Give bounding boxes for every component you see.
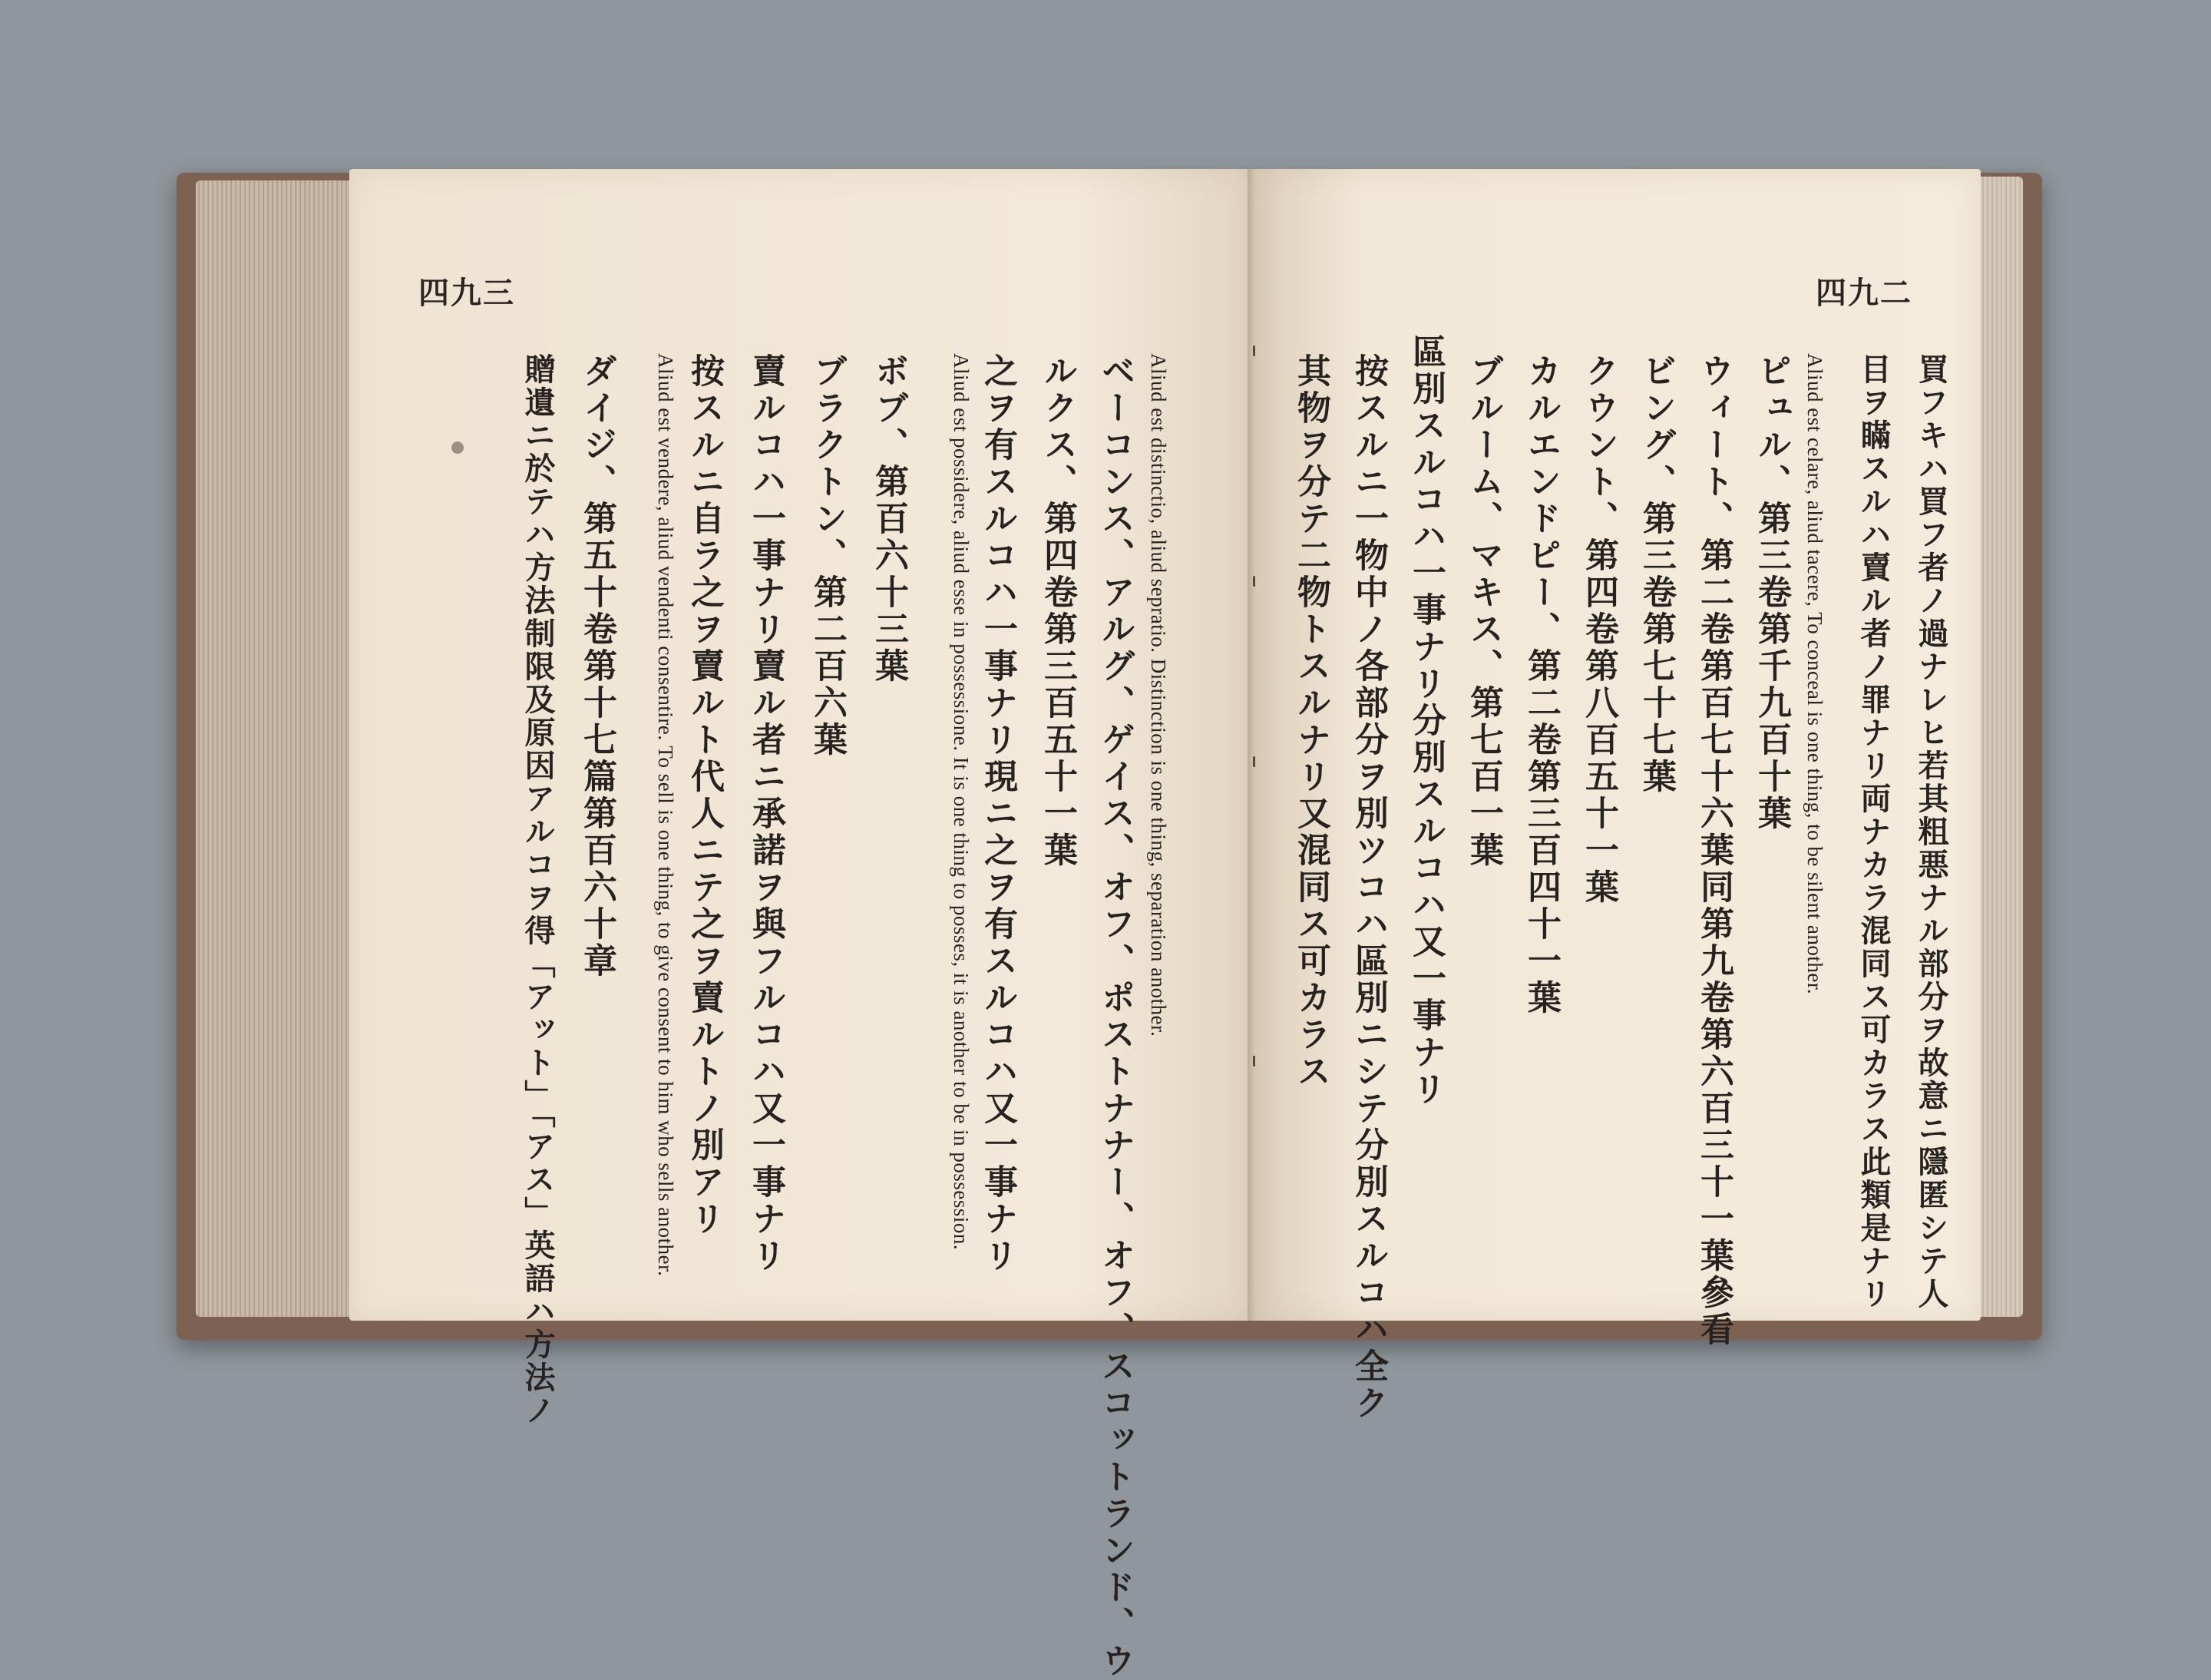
text-line: ピュル、第三卷第千九百十葉 [1752, 353, 1791, 832]
text-line: ボブ、第百六十三葉 [869, 353, 908, 685]
right-page [1255, 169, 1981, 1422]
text-line: ウィート、第二卷第百七十六葉同第九卷第六百三十一葉參看 [1694, 353, 1733, 1348]
text-line: Aliud est possidere, aliud esse in possessione. It is one thing to posses, it is another to be in possession. [950, 353, 973, 1251]
text-line: カルエンドピー、第二卷第三百四十一葉 [1522, 353, 1561, 1017]
text-line: Aliud est celare, aliud tacere, To conceal is one thing, to be silent another. [1803, 353, 1826, 995]
text-line: 區別スルコハ一事ナリ分別スルコハ又一事ナリ [1406, 334, 1446, 1108]
text-line: Aliud est distinctio, aliud sepratio. Distinction is one thing, separation another. [1147, 353, 1170, 1037]
text-line: 贈遺ニ於テハ方法制限及原因アルコヲ得「アット」「アス」英語ハ方法ノ [520, 353, 556, 1427]
text-line: ベーコンス、アルグ、ゲイス、オフ、ポストナナー、オフ、スコットランド、ウ [1096, 353, 1135, 1680]
left-page-edges [196, 180, 349, 1317]
page-number: 四九三 [418, 275, 515, 311]
text-line: 賣ルコハ一事ナリ賣ル者ニ承諾ヲ與フルコハ又一事ナリ [746, 353, 785, 1275]
text-line: クウント、第四卷第八百五十一葉 [1579, 353, 1618, 906]
text-line: 按スルニ一物中ノ各部分ヲ別ツコハ區別ニシテ分別スルコハ全ク [1349, 353, 1388, 1422]
text-line: 目ヲ瞞スルハ賣ル者ノ罪ナリ両ナカラ混同ス可カラス此類是ナリ [1856, 353, 1892, 1311]
text-line: ブルーム、マキス、第七百一葉 [1464, 353, 1503, 869]
text-line: 之ヲ有スルコハ一事ナリ現ニ之ヲ有スルコハ又一事ナリ [978, 353, 1017, 1275]
text-line: ダイジ、第五十卷第十七篇第百六十章 [577, 353, 616, 980]
text-line: 其物ヲ分テ二物トスルナリ又混同ス可カラス [1291, 353, 1330, 1090]
text-line: ルクス、第四卷第三百五十一葉 [1038, 353, 1077, 869]
text-line: ブラクトン、第二百六葉 [808, 353, 847, 759]
text-line: ビング、第三卷第七十七葉 [1637, 353, 1676, 795]
text-line: 按スルニ自ラ之ヲ賣ルト代人ニテ之ヲ賣ルトノ別アリ [685, 353, 724, 1238]
text-line: 買フキハ買フ者ノ過ナレヒ若其粗悪ナル部分ヲ故意ニ隱匿シテ人 [1913, 353, 1949, 1311]
page-spot [451, 441, 464, 454]
left-page [349, 169, 1255, 1680]
open-book [177, 157, 2042, 1680]
text-line: Aliud est vendere, aliud vendenti consentire. To sell is one thing, to give consent to him who sells another. [654, 353, 677, 1277]
page-number: 四九二 [1816, 275, 1912, 311]
